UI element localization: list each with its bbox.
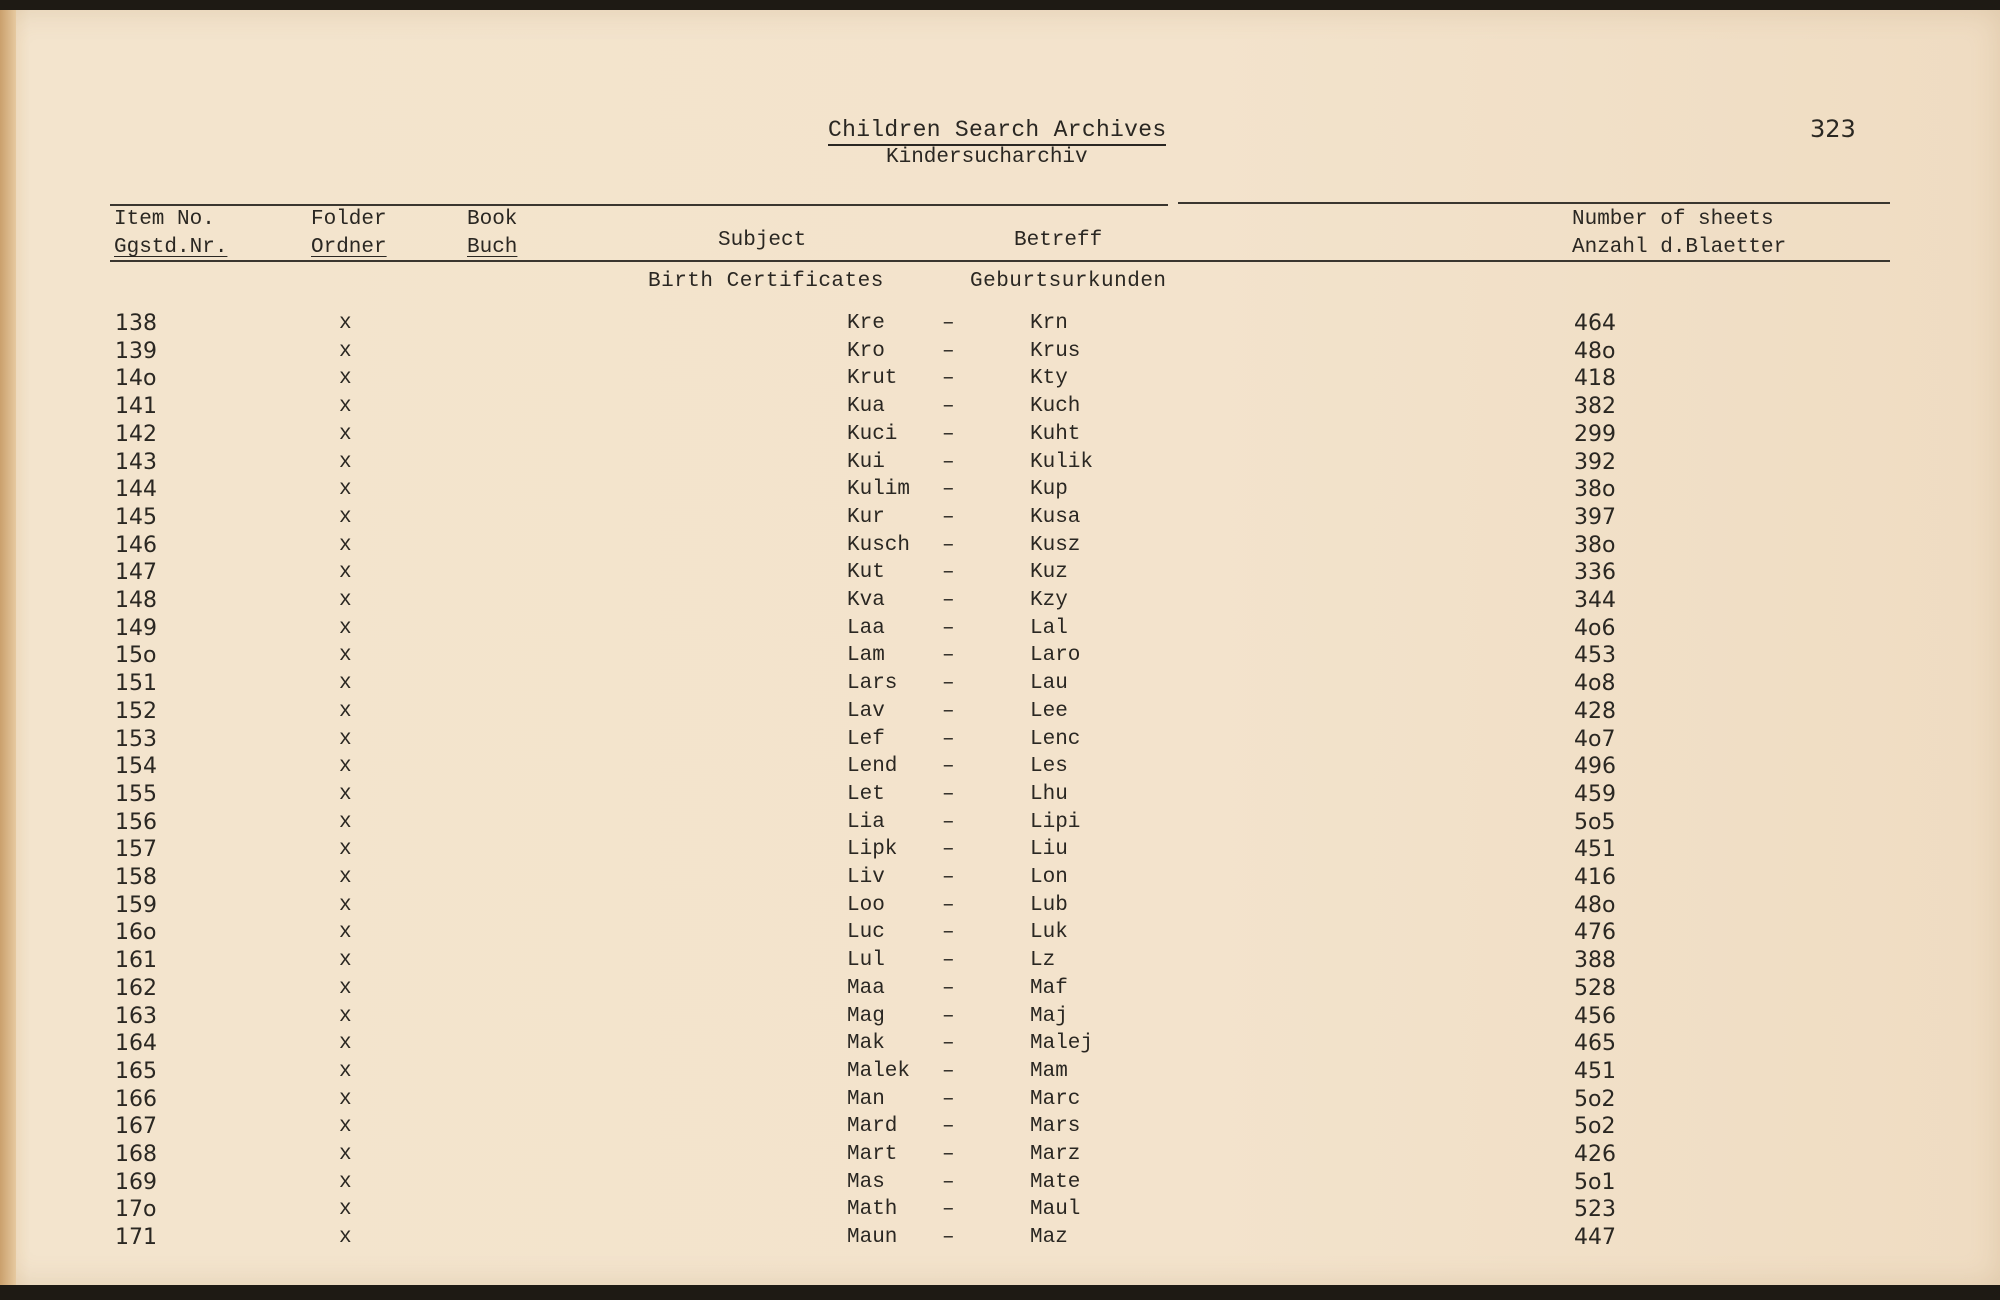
table-row [0,726,2000,754]
column-header-subject: Subject [718,229,807,252]
range-to: Lub [1030,893,1068,917]
range-dash: – [942,1115,955,1139]
item-number: 161 [115,948,157,974]
item-number: 157 [115,837,157,863]
column-header-folder-de: Ordner [311,236,387,259]
folder-mark: x [339,755,352,779]
table-row [0,1030,2000,1058]
item-number: 141 [115,394,157,420]
range-dash: – [942,339,955,363]
range-from: Lars [847,672,898,696]
item-number: 159 [115,892,157,918]
range-to: Mam [1030,1059,1068,1083]
range-from: Kut [847,561,885,585]
range-to: Luk [1030,921,1068,945]
folder-mark: x [339,976,352,1000]
range-dash: – [942,1143,955,1166]
folder-mark: x [339,1059,352,1083]
folder-mark: x [339,589,352,612]
folder-mark: x [339,395,352,419]
range-from: Loo [847,893,885,917]
range-to: Maz [1030,1226,1068,1250]
sheet-count: 38o [1574,477,1616,503]
item-number: 17o [115,1197,157,1223]
table-row [0,504,2000,532]
range-from: Math [847,1198,898,1222]
range-dash: – [942,727,955,751]
folder-mark: x [339,561,352,585]
column-header-item [114,206,227,262]
item-number: 138 [115,311,157,336]
table-row [0,947,2000,975]
range-from: Kui [847,450,885,474]
range-dash: – [942,616,955,640]
range-dash: – [942,450,955,474]
range-from: Maun [847,1226,898,1250]
range-dash: – [942,533,955,557]
table-row [0,615,2000,643]
item-number: 156 [115,809,157,835]
range-from: Lia [847,810,885,834]
range-to: Krn [1030,312,1068,335]
range-to: Lenc [1030,727,1081,751]
sheet-count: 5o5 [1574,809,1616,835]
item-number: 145 [115,504,157,530]
item-number: 14o [115,366,157,392]
table-row [0,587,2000,615]
range-dash: – [942,838,955,862]
sheet-count: 464 [1574,311,1616,336]
item-number: 168 [115,1142,157,1167]
sheet-count: 4o8 [1574,671,1616,697]
range-to: Lau [1030,672,1068,696]
section-label-german: Geburtsurkunden [970,270,1167,293]
range-dash: – [942,589,955,612]
sheet-count: 5o1 [1574,1169,1616,1195]
range-to: Kup [1030,478,1068,502]
range-from: Kuci [847,422,898,446]
sheet-count: 48o [1574,338,1616,364]
folder-mark: x [339,866,352,889]
folder-mark: x [339,312,352,335]
range-dash: – [942,1170,955,1194]
column-header-sheets-en: Number of sheets [1572,208,1774,231]
range-dash: – [942,1087,955,1111]
range-to: Kzy [1030,589,1068,612]
range-to: Kusz [1030,533,1081,557]
range-from: Lul [847,949,885,973]
range-dash: – [942,478,955,502]
folder-mark: x [339,478,352,502]
range-to: Laro [1030,644,1081,668]
folder-mark: x [339,921,352,945]
item-number: 16o [115,920,157,946]
range-dash: – [942,1226,955,1250]
range-from: Lipk [847,838,898,862]
sheet-count: 523 [1574,1197,1616,1223]
range-dash: – [942,395,955,419]
table-row [0,670,2000,698]
range-to: Lon [1030,866,1068,889]
folder-mark: x [339,1004,352,1028]
folder-mark: x [339,450,352,474]
archive-page [0,10,2000,1285]
sheet-count: 392 [1574,449,1616,475]
table-row [0,975,2000,1003]
range-from: Kulim [847,478,911,502]
range-to: Lee [1030,699,1068,723]
range-dash: – [942,976,955,1000]
item-number: 158 [115,865,157,890]
folder-mark: x [339,422,352,446]
range-to: Lipi [1030,810,1081,834]
header-top-rule-right [1178,202,1890,204]
sheet-count: 418 [1574,366,1616,392]
folder-mark: x [339,367,352,391]
table-row [0,1169,2000,1197]
range-from: Liv [847,866,885,889]
item-number: 166 [115,1086,157,1112]
range-from: Lav [847,699,885,723]
item-number: 164 [115,1031,157,1057]
range-dash: – [942,644,955,668]
sheet-count: 5o2 [1574,1114,1616,1140]
range-from: Kua [847,395,885,419]
item-number: 149 [115,615,157,641]
table-row [0,476,2000,504]
range-dash: – [942,893,955,917]
range-from: Lam [847,644,885,668]
sheet-count: 476 [1574,920,1616,946]
item-number: 147 [115,560,157,586]
item-number: 155 [115,781,157,807]
range-from: Mag [847,1004,885,1028]
range-dash: – [942,312,955,335]
page-title: Children Search Archives [828,117,1166,146]
folder-mark: x [339,505,352,529]
column-header-item-en: Item No. [114,208,215,231]
sheet-count: 426 [1574,1142,1616,1167]
range-from: Man [847,1087,885,1111]
table-row [0,836,2000,864]
sheet-count: 453 [1574,643,1616,669]
range-dash: – [942,367,955,391]
folder-mark: x [339,616,352,640]
range-from: Kur [847,505,885,529]
item-number: 142 [115,421,157,447]
range-to: Marz [1030,1143,1081,1166]
range-to: Mars [1030,1115,1081,1139]
range-dash: – [942,1032,955,1056]
folder-mark: x [339,1032,352,1056]
item-number: 152 [115,698,157,724]
range-dash: – [942,1059,955,1083]
item-number: 15o [115,643,157,669]
column-header-book [467,206,517,262]
sheet-count: 447 [1574,1225,1616,1251]
range-dash: – [942,672,955,696]
folder-mark: x [339,949,352,973]
folder-mark: x [339,1170,352,1194]
sheet-count: 48o [1574,892,1616,918]
sheet-count: 336 [1574,560,1616,586]
range-to: Lhu [1030,782,1068,806]
range-from: Kro [847,339,885,363]
sheet-count: 344 [1574,588,1616,613]
item-number: 151 [115,671,157,697]
folder-mark: x [339,1198,352,1222]
page-number: 323 [1810,115,1856,143]
range-to: Kuch [1030,395,1081,419]
folder-mark: x [339,1143,352,1166]
item-number: 167 [115,1114,157,1140]
item-number: 146 [115,532,157,558]
table-row [0,449,2000,477]
item-number: 153 [115,726,157,752]
range-dash: – [942,422,955,446]
table-row [0,809,2000,837]
range-dash: – [942,505,955,529]
range-from: Mard [847,1115,898,1139]
table-row [0,1224,2000,1252]
column-header-betreff: Betreff [1014,229,1103,252]
header-bottom-rule [110,260,1890,262]
sheet-count: 459 [1574,781,1616,807]
range-from: Malek [847,1059,911,1083]
range-from: Mak [847,1032,885,1056]
sheet-count: 451 [1574,1058,1616,1084]
range-from: Mas [847,1170,885,1194]
folder-mark: x [339,893,352,917]
range-from: Let [847,782,885,806]
folder-mark: x [339,810,352,834]
range-to: Les [1030,755,1068,779]
range-to: Maf [1030,976,1068,1000]
range-to: Mate [1030,1170,1081,1194]
range-to: Maj [1030,1004,1068,1028]
folder-mark: x [339,782,352,806]
table-row [0,1003,2000,1031]
table-row [0,1113,2000,1141]
range-dash: – [942,1198,955,1222]
folder-mark: x [339,339,352,363]
item-number: 169 [115,1169,157,1195]
table-row [0,532,2000,560]
sheet-count: 299 [1574,421,1616,447]
item-number: 143 [115,449,157,475]
section-label-english: Birth Certificates [648,270,884,293]
range-dash: – [942,921,955,945]
folder-mark: x [339,1226,352,1250]
item-number: 162 [115,975,157,1001]
sheet-count: 456 [1574,1003,1616,1029]
column-header-sheets [1572,206,1786,262]
folder-mark: x [339,672,352,696]
column-header-sheets-de: Anzahl d.Blaetter [1572,236,1787,259]
range-dash: – [942,782,955,806]
range-dash: – [942,1004,955,1028]
item-number: 163 [115,1003,157,1029]
item-number: 154 [115,754,157,780]
sheet-count: 397 [1574,504,1616,530]
sheet-count: 5o2 [1574,1086,1616,1112]
table-row [0,919,2000,947]
range-dash: – [942,561,955,585]
table-row [0,559,2000,587]
column-header-folder [311,206,387,262]
table-row [0,1086,2000,1114]
item-number: 165 [115,1058,157,1084]
sheet-count: 4o7 [1574,726,1616,752]
folder-mark: x [339,727,352,751]
folder-mark: x [339,1087,352,1111]
range-to: Kty [1030,367,1068,391]
range-from: Lend [847,755,898,779]
range-to: Kusa [1030,505,1081,529]
range-from: Kva [847,589,885,612]
range-dash: – [942,699,955,723]
item-number: 171 [115,1225,157,1251]
page-subtitle: Kindersucharchiv [886,146,1088,169]
table-row [0,1058,2000,1086]
range-to: Liu [1030,838,1068,862]
folder-mark: x [339,838,352,862]
range-from: Krut [847,367,898,391]
table-row [0,781,2000,809]
range-to: Krus [1030,339,1081,363]
sheet-count: 528 [1574,975,1616,1001]
folder-mark: x [339,699,352,723]
table-row [0,892,2000,920]
range-from: Lef [847,727,885,751]
range-dash: – [942,949,955,973]
item-number: 144 [115,477,157,503]
sheet-count: 388 [1574,948,1616,974]
table-row [0,393,2000,421]
range-to: Kulik [1030,450,1094,474]
range-to: Lal [1030,616,1068,640]
range-from: Laa [847,616,885,640]
sheet-count: 451 [1574,837,1616,863]
range-from: Maa [847,976,885,1000]
sheet-count: 428 [1574,698,1616,724]
range-dash: – [942,810,955,834]
folder-mark: x [339,533,352,557]
item-number: 139 [115,338,157,364]
range-to: Marc [1030,1087,1081,1111]
range-from: Kusch [847,533,911,557]
sheet-count: 416 [1574,865,1616,890]
range-to: Maul [1030,1198,1081,1222]
table-row [0,365,2000,393]
range-from: Luc [847,921,885,945]
header-top-rule-left [110,204,1168,206]
table-row [0,1196,2000,1224]
range-dash: – [942,866,955,889]
column-header-book-en: Book [467,208,518,231]
range-to: Lz [1030,949,1056,973]
range-to: Kuht [1030,422,1081,446]
table-row [0,753,2000,781]
column-header-folder-en: Folder [311,208,387,231]
range-dash: – [942,755,955,779]
table-row [0,698,2000,726]
column-header-item-de: Ggstd.Nr. [114,236,228,259]
range-to: Malej [1030,1032,1094,1056]
table-row [0,310,2000,338]
range-from: Kre [847,312,885,335]
folder-mark: x [339,1115,352,1139]
range-to: Kuz [1030,561,1068,585]
table-row [0,421,2000,449]
range-from: Mart [847,1143,898,1166]
sheet-count: 465 [1574,1031,1616,1057]
table-row [0,864,2000,892]
item-number: 148 [115,588,157,613]
table-row [0,338,2000,366]
sheet-count: 4o6 [1574,615,1616,641]
sheet-count: 38o [1574,532,1616,558]
folder-mark: x [339,644,352,668]
table-row [0,642,2000,670]
sheet-count: 382 [1574,394,1616,420]
column-header-book-de: Buch [467,236,518,259]
table-row [0,1141,2000,1169]
sheet-count: 496 [1574,754,1616,780]
